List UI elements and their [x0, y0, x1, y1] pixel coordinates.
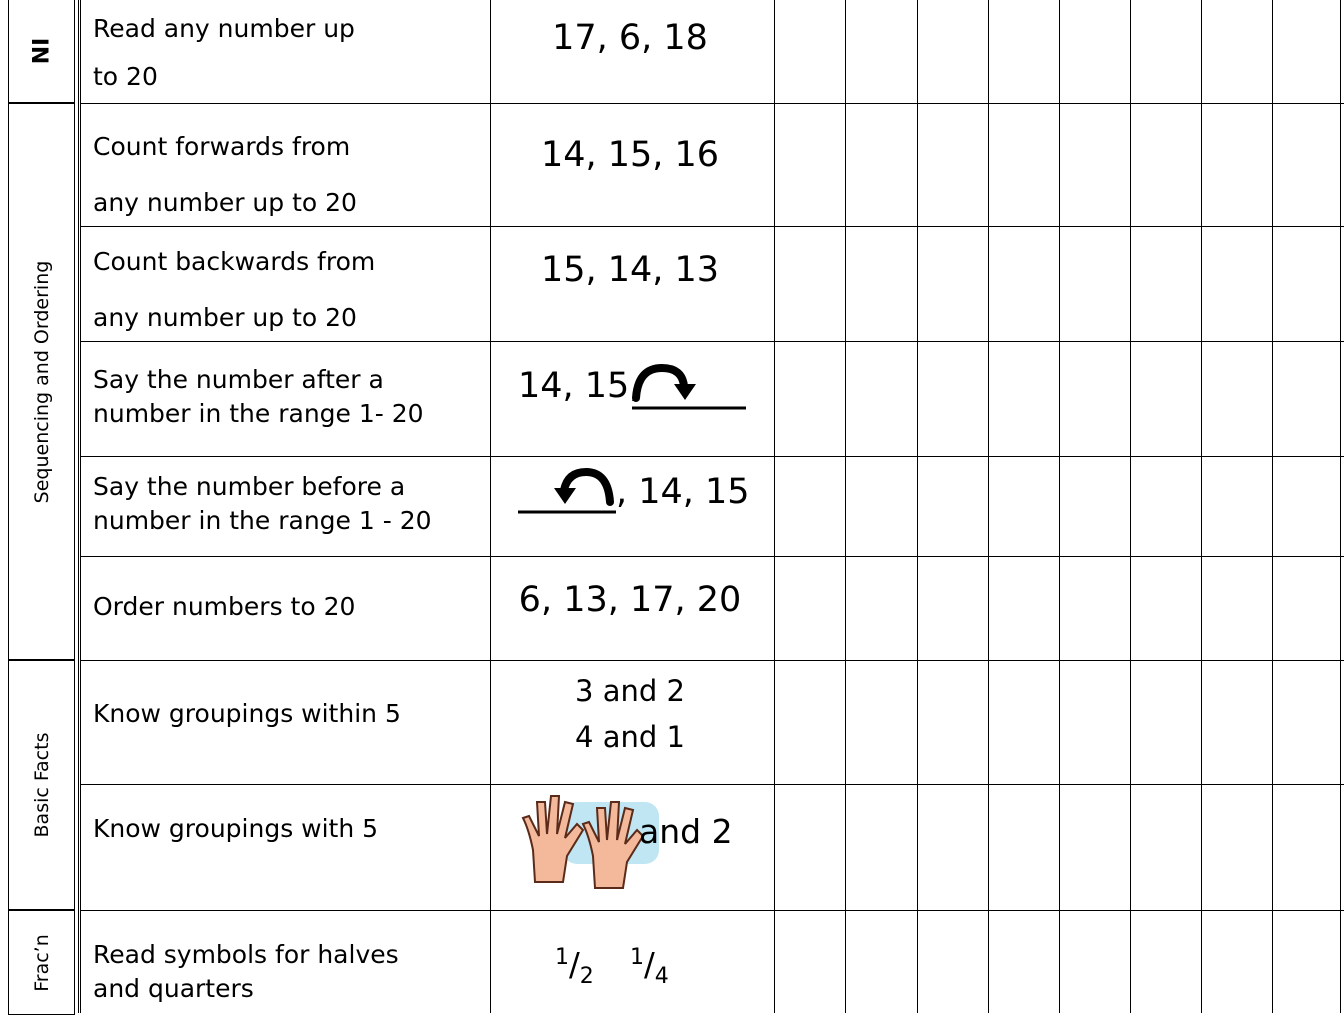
row-1-description — [93, 12, 493, 94]
fraction-half-denominator: 2 — [579, 964, 594, 990]
row-8-example-group — [515, 790, 765, 900]
grid-vline-c3 — [988, 0, 989, 1013]
grid-vline-left — [78, 0, 81, 1013]
row-7-example-line2: 4 and 1 — [575, 720, 685, 755]
row-3-description — [93, 245, 493, 335]
row-2-desc-line2: any number up to 20 — [93, 187, 357, 217]
row-7-example-line1: 3 and 2 — [575, 674, 685, 708]
row-4-example-text: 14, 15, — [518, 366, 641, 406]
fraction-half — [555, 945, 594, 989]
grid-hline-7 — [80, 784, 1344, 785]
grid-vline-c1 — [845, 0, 846, 1013]
grid-vline-c5 — [1130, 0, 1131, 1013]
grid-hline-8 — [80, 910, 1344, 911]
grid-hline-5 — [80, 556, 1344, 557]
section-sequencing-label: Sequencing and Ordering — [30, 260, 53, 503]
fraction-quarter-denominator: 4 — [654, 964, 669, 990]
section-sequencing — [8, 103, 75, 660]
grid-hline-3 — [80, 341, 1344, 342]
row-8-example-text: and 2 — [639, 812, 733, 851]
grid-vline-c4 — [1059, 0, 1060, 1013]
section-fractions — [8, 910, 75, 1015]
row-1-desc-line2: to 20 — [93, 61, 158, 91]
grid-vline-example — [774, 0, 775, 1013]
row-4-desc-line1: Say the number after a — [93, 365, 384, 394]
row-9-desc-line2: and quarters — [93, 973, 254, 1003]
section-basic-facts — [8, 660, 75, 910]
row-5-description — [93, 470, 493, 538]
grid-hline-6 — [80, 660, 1344, 661]
row-4-example-group — [518, 362, 758, 422]
row-5-example-group — [518, 464, 758, 524]
curved-arrow-right-icon — [628, 362, 748, 422]
row-6-desc-line1: Order numbers to 20 — [93, 592, 356, 621]
row-1-example: 17, 6, 18 — [552, 18, 708, 58]
grid-hline-2 — [80, 226, 1344, 227]
fraction-half-numerator: 1 — [555, 945, 569, 970]
row-5-example-text: , 14, 15 — [616, 472, 750, 512]
row-5-desc-line2: number in the range 1 - 20 — [93, 505, 432, 535]
grid-hline-1 — [80, 103, 1344, 104]
row-7-description — [93, 697, 493, 731]
row-2-example: 14, 15, 16 — [540, 135, 720, 175]
row-3-example: 15, 14, 13 — [540, 250, 720, 290]
section-ni-label: NI — [29, 37, 54, 64]
row-7-desc-line1: Know groupings within 5 — [93, 699, 401, 728]
row-9-desc-line1: Read symbols for halves — [93, 940, 399, 969]
fraction-quarter — [630, 945, 669, 989]
row-5-desc-line1: Say the number before a — [93, 472, 406, 501]
grid-vline-c6 — [1201, 0, 1202, 1013]
row-7-example — [490, 668, 770, 761]
section-fractions-label: Frac’n — [30, 933, 53, 992]
row-6-description — [93, 590, 493, 624]
row-9-example-fractions — [555, 945, 755, 1005]
section-ni — [8, 0, 75, 103]
fraction-half-slash: / — [569, 945, 580, 984]
fraction-quarter-numerator: 1 — [630, 945, 644, 970]
grid-vline-c7 — [1272, 0, 1273, 1013]
grid-hline-4 — [80, 456, 1344, 457]
grid-vline-c2 — [917, 0, 918, 1013]
row-3-desc-line1: Count backwards from — [93, 247, 376, 276]
row-8-description — [93, 812, 493, 846]
row-2-description — [93, 130, 493, 220]
row-1-desc-line1: Read any number up — [93, 14, 355, 43]
row-6-example: 6, 13, 17, 20 — [518, 580, 742, 620]
section-basic-facts-label: Basic Facts — [30, 732, 53, 838]
row-9-description — [93, 938, 493, 1006]
row-3-desc-line2: any number up to 20 — [93, 302, 357, 332]
row-4-description — [93, 363, 493, 431]
grid-vline-c8 — [1340, 0, 1341, 1013]
fraction-quarter-slash: / — [644, 945, 655, 984]
row-2-desc-line1: Count forwards from — [93, 132, 351, 161]
row-8-desc-line1: Know groupings with 5 — [93, 814, 379, 843]
row-4-desc-line2: number in the range 1- 20 — [93, 398, 424, 428]
curved-arrow-left-icon — [518, 464, 628, 524]
